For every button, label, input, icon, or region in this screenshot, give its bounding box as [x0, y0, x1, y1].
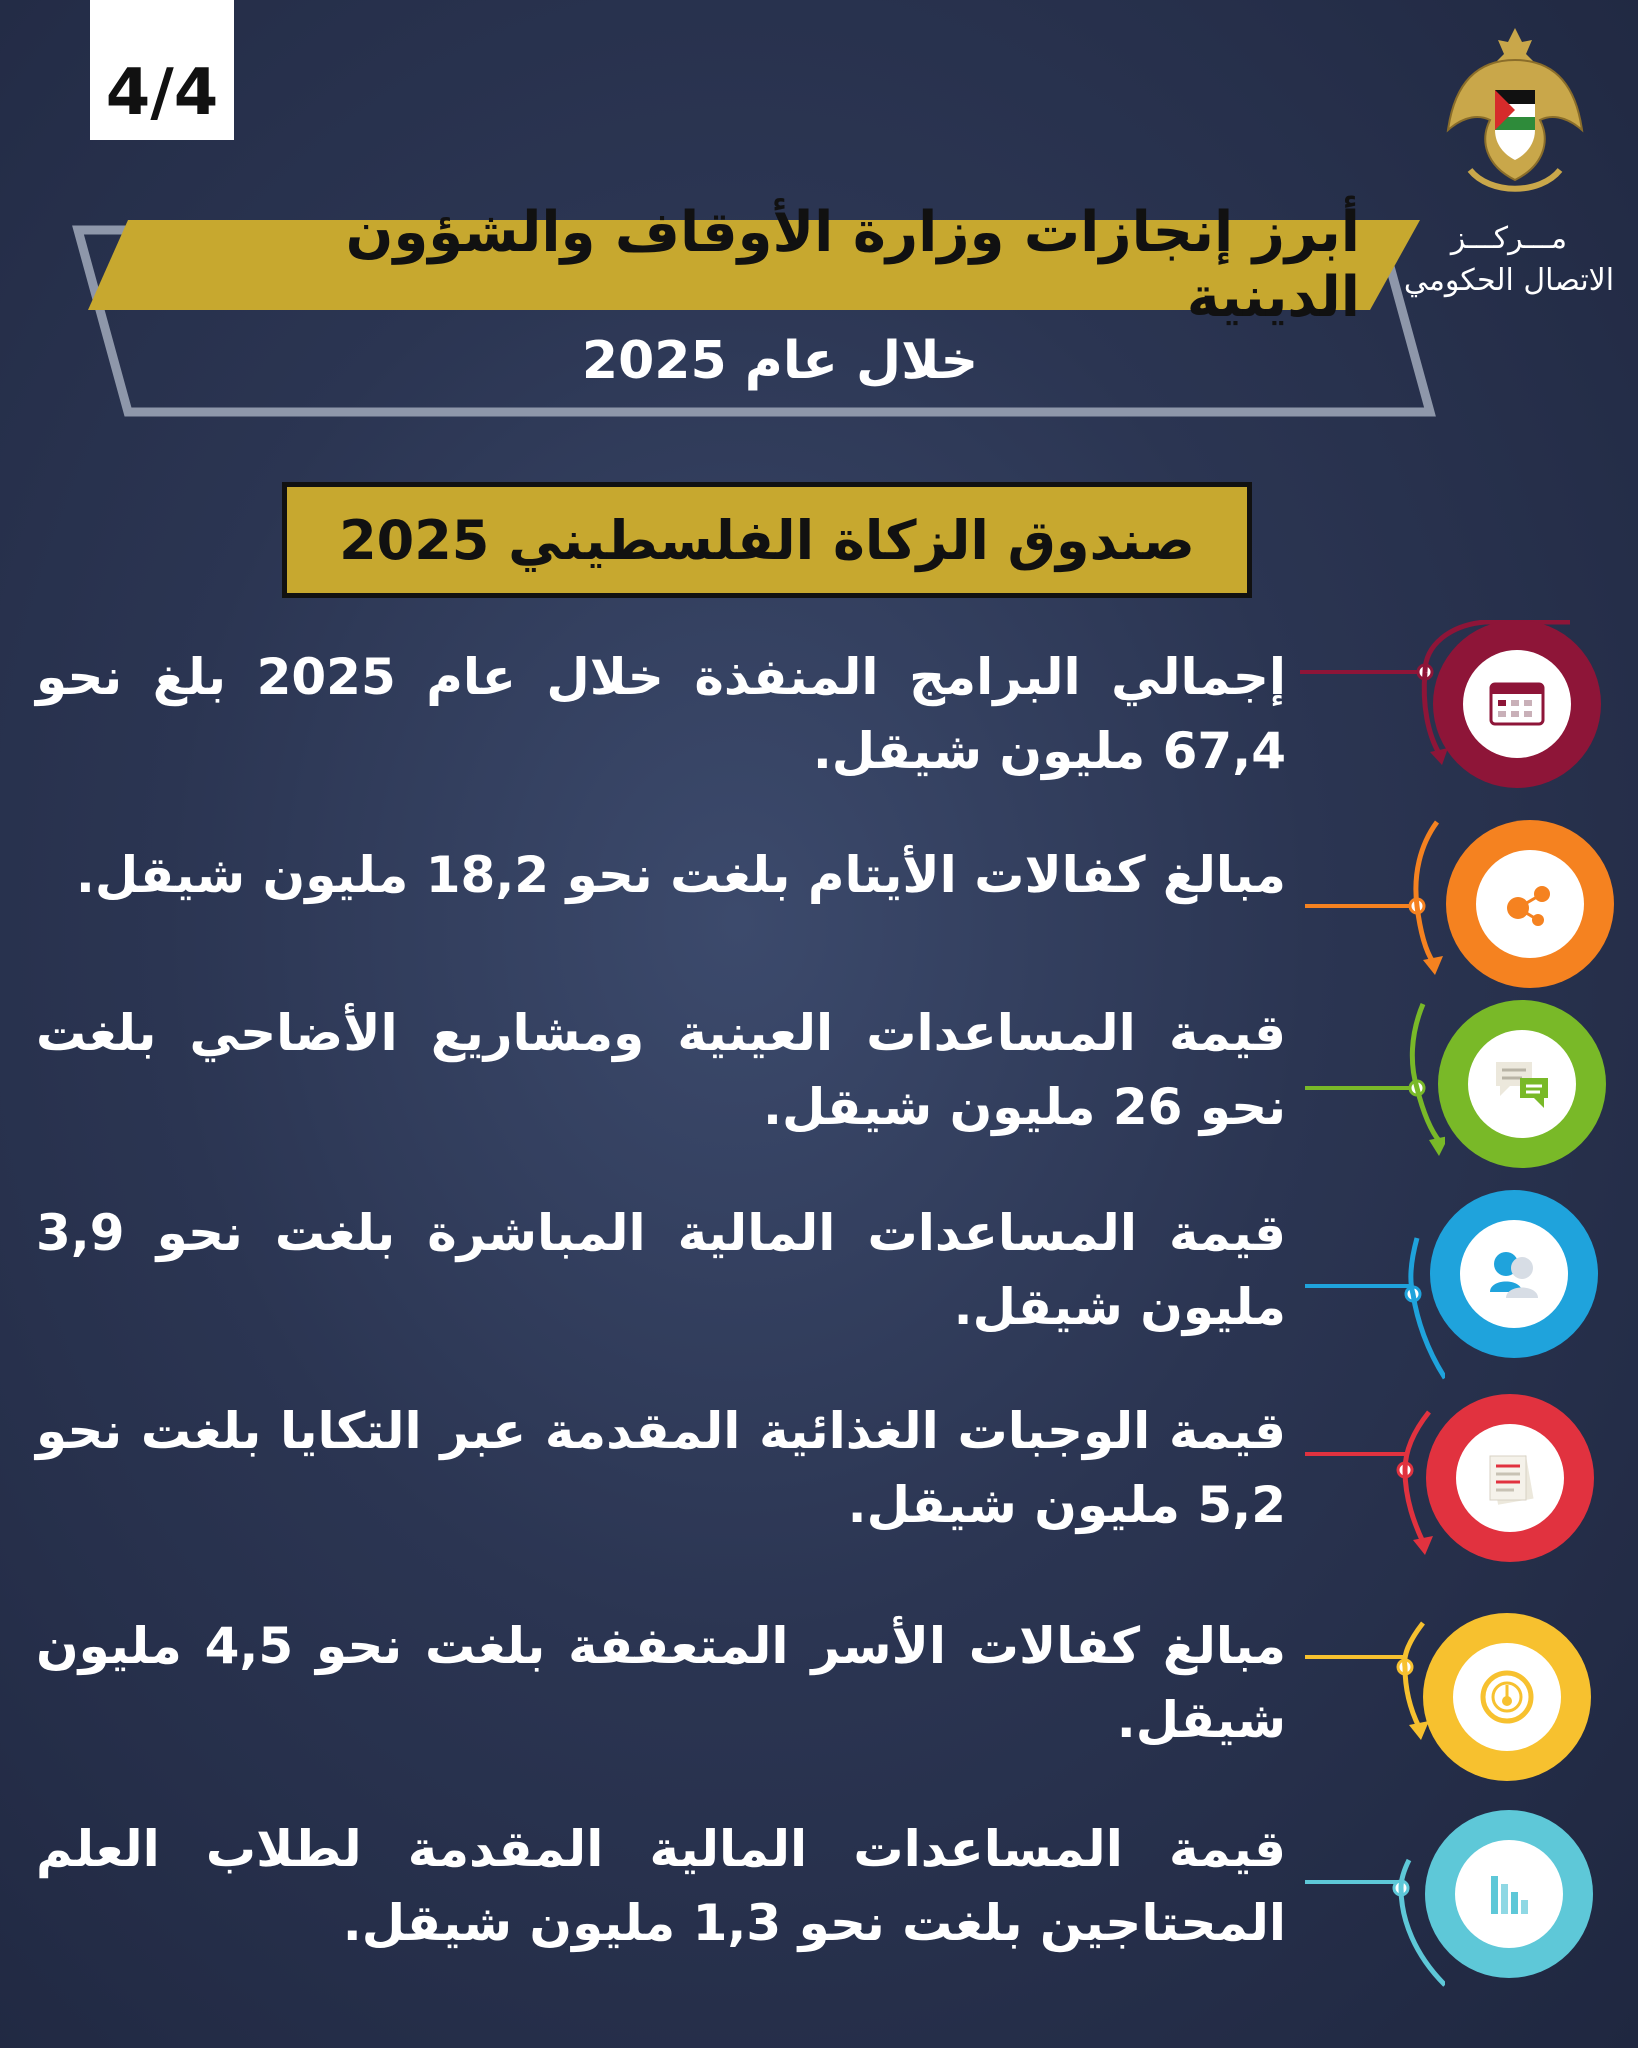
item-connector — [1305, 1190, 1445, 1390]
document-icon — [1480, 1448, 1540, 1508]
share-icon — [1500, 874, 1560, 934]
item-connector — [1305, 990, 1445, 1170]
section-title: صندوق الزكاة الفلسطيني 2025 — [282, 482, 1252, 598]
target-icon — [1477, 1667, 1537, 1727]
item-text: إجمالي البرامج المنفذة خلال عام 2025 بلغ نحو 67,4 مليون شيقل. — [36, 648, 1287, 780]
chat-icon — [1490, 1056, 1554, 1112]
item-connector — [1305, 1410, 1445, 1570]
page-subtitle: خلال عام 2025 — [581, 331, 979, 391]
item-text: قيمة المساعدات المالية المقدمة لطلاب العلم المحتاجين بلغت نحو 1,3 مليون شيقل. — [36, 1820, 1286, 1952]
users-icon-badge — [1430, 1190, 1598, 1358]
bar-chart-icon — [1481, 1866, 1537, 1922]
center-name-line1: مـــركـــز — [1450, 221, 1568, 256]
item-connector — [1305, 820, 1445, 980]
page-title: أبرز إنجازات وزارة الأوقاف والشؤون الدينية — [345, 200, 1360, 330]
chat-icon-badge — [1438, 1000, 1606, 1168]
target-icon-badge — [1423, 1613, 1591, 1781]
item-text: قيمة المساعدات المالية المباشرة بلغت نحو 3,9 مليون شيقل. — [36, 1204, 1286, 1336]
palestine-eagle-emblem — [1440, 20, 1590, 210]
bar-chart-icon-badge — [1425, 1810, 1593, 1978]
item-connector — [1305, 1810, 1445, 1990]
share-icon-badge — [1446, 820, 1614, 988]
item-text: مبالغ كفالات الأسر المتعففة بلغت نحو 4,5 مليون شيقل. — [36, 1617, 1286, 1749]
users-icon — [1484, 1246, 1544, 1302]
item-text: مبالغ كفالات الأيتام بلغت نحو 18,2 مليون شيقل. — [75, 846, 1286, 904]
center-name-line2: الاتصال الحكومي — [1403, 263, 1615, 298]
calendar-icon-badge — [1433, 620, 1601, 788]
calendar-icon — [1489, 680, 1545, 728]
item-text: قيمة الوجبات الغذائية المقدمة عبر التكايا بلغت نحو 5,2 مليون شيقل. — [36, 1402, 1286, 1534]
item-text: قيمة المساعدات العينية ومشاريع الأضاحي بلغت نحو 26 مليون شيقل. — [36, 1004, 1286, 1136]
page-number-badge: 4/4 — [90, 0, 234, 140]
document-icon-badge — [1426, 1394, 1594, 1562]
